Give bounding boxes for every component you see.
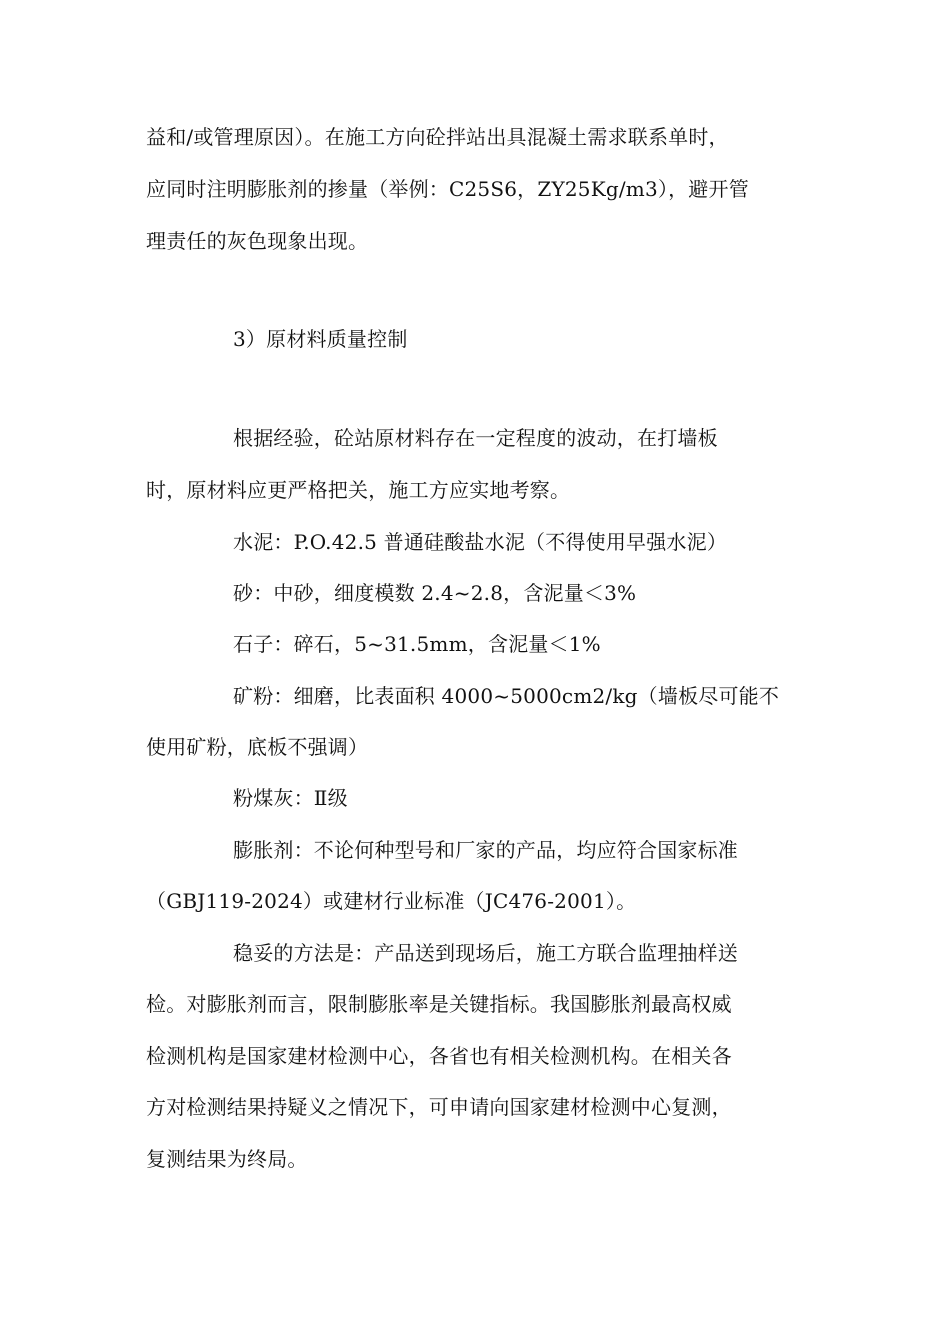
paragraph-line: （GBJ119-2024）或建材行业标准（JC476-2001）。	[146, 889, 637, 913]
paragraph-line: 检。对膨胀剂而言，限制膨胀率是关键指标。我国膨胀剂最高权威	[146, 992, 732, 1016]
spec-line-slag-powder: 矿粉：细磨，比表面积 4000~5000cm2/kg（墙板尽可能不	[233, 684, 780, 708]
paragraph-line: 时，原材料应更严格把关，施工方应实地考察。	[146, 478, 571, 502]
paragraph-line: 稳妥的方法是：产品送到现场后，施工方联合监理抽样送	[233, 941, 738, 965]
spec-line-cement: 水泥：P.O.42.5 普通硅酸盐水泥（不得使用早强水泥）	[233, 530, 728, 554]
paragraph-line: 使用矿粉，底板不强调）	[146, 735, 369, 759]
paragraph-line: 理责任的灰色现象出现。	[146, 229, 369, 253]
paragraph-line: 检测机构是国家建材检测中心，各省也有相关检测机构。在相关各	[146, 1044, 732, 1068]
section-heading: 3）原材料质量控制	[233, 327, 408, 351]
paragraph-line: 方对检测结果持疑义之情况下，可申请向国家建材检测中心复测，	[146, 1095, 732, 1119]
spec-line-sand: 砂：中砂，细度模数 2.4~2.8，含泥量＜3%	[233, 581, 637, 605]
spec-line-expansion-agent: 膨胀剂：不论何种型号和厂家的产品，均应符合国家标准	[233, 838, 738, 862]
paragraph-line: 根据经验，砼站原材料存在一定程度的波动，在打墙板	[233, 426, 718, 450]
spec-line-fly-ash: 粉煤灰：Ⅱ级	[233, 786, 348, 810]
paragraph-line: 复测结果为终局。	[146, 1147, 308, 1171]
paragraph-line: 应同时注明膨胀剂的掺量（举例：C25S6，ZY25Kg/m3），避开管	[146, 177, 749, 201]
paragraph-line: 益和/或管理原因）。在施工方向砼拌站出具混凝土需求联系单时，	[146, 125, 729, 149]
spec-line-gravel: 石子：碎石，5~31.5mm，含泥量＜1%	[233, 632, 601, 656]
